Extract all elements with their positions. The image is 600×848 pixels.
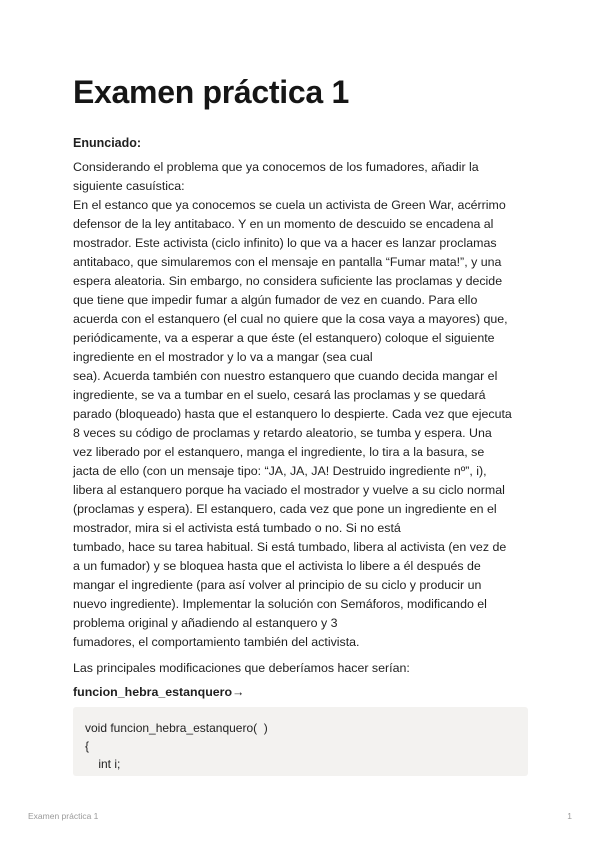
statement-line: periódicamente, va a esperar a que éste (el estanquero) coloque el siguiente — [73, 331, 495, 345]
statement-line: tumbado, hace su tarea habitual. Si está tumbado, libera al activista (en vez de — [73, 540, 507, 554]
page-number: 1 — [567, 811, 572, 821]
statement-line: espera aleatoria. Sin embargo, no considera suficiente las proclamas y decide — [73, 274, 503, 288]
page-title: Examen práctica 1 — [73, 74, 349, 110]
statement-line: 8 veces su código de proclamas y retardo aleatorio, se tumba y espera. Una — [73, 426, 492, 440]
statement-line: siguiente casuística: — [73, 179, 185, 193]
statement-line: ingrediente en el mostrador y lo va a mangar (sea cual — [73, 350, 373, 364]
statement-line: que tiene que impedir fumar a algún fumador de vez en cuando. Para ello — [73, 293, 478, 307]
statement-line: a un fumador) y se bloquea hasta que el activista lo libere a él después de — [73, 559, 481, 573]
statement-line: libera al estanquero porque ha vaciado el mostrador y vuelve a su ciclo normal — [73, 483, 505, 497]
statement-line: vez liberado por el estanquero, manga el ingrediente, lo tira a la basura, se — [73, 445, 485, 459]
statement-line: nuevo ingrediente). Implementar la solución con Semáforos, modificando el — [73, 597, 487, 611]
statement-line: (proclamas y espera). El estanquero, cada vez que pone un ingrediente en el — [73, 502, 497, 516]
function-heading: funcion_hebra_estanquero→ — [73, 685, 245, 699]
statement-line: mostrador. Este activista (ciclo infinito) lo que va a hacer es lanzar proclamas — [73, 236, 497, 250]
statement-paragraph — [73, 158, 543, 652]
statement-line: jacta de ello (con un mensaje tipo: “JA, JA, JA! Destruido ingrediente nº”, i), — [73, 464, 487, 478]
statement-line: mostrador, mira si el activista está tumbado o no. Si no está — [73, 521, 401, 535]
statement-line: antitabaco, que simularemos con el mensaje en pantalla “Fumar mata!”, y una — [73, 255, 502, 269]
statement-line: ingrediente, se va a tumbar en el suelo, cesará las proclamas y se quedará — [73, 388, 486, 402]
code-line: { — [85, 739, 90, 753]
statement-line: defensor de la ley antitabaco. Y en un momento de descuido se encadena al — [73, 217, 494, 231]
section-heading: Enunciado: — [73, 136, 142, 150]
code-block — [73, 707, 528, 776]
statement-line: Considerando el problema que ya conocemos de los fumadores, añadir la — [73, 160, 479, 174]
code-line: void funcion_hebra_estanquero( ) — [85, 721, 268, 735]
modifications-intro: Las principales modificaciones que deberíamos hacer serían: — [73, 661, 410, 675]
statement-line: mangar el ingrediente (para así volver al principio de su ciclo y producir un — [73, 578, 482, 592]
statement-line: En el estanco que ya conocemos se cuela un activista de Green War, acérrimo — [73, 198, 506, 212]
code-line: int i; — [85, 757, 121, 771]
statement-line: acuerda con el estanquero (el cual no quiere que la cosa vaya a mayores) que, — [73, 312, 508, 326]
statement-line: problema original y añadiendo al estanquero y 3 — [73, 616, 338, 630]
statement-line: fumadores, el comportamiento también del activista. — [73, 635, 360, 649]
statement-line: parado (bloqueado) hasta que el estanquero lo despierte. Cada vez que ejecuta — [73, 407, 512, 421]
statement-line: sea). Acuerda también con nuestro estanquero que cuando decida mangar el — [73, 369, 498, 383]
footer-document-title: Examen práctica 1 — [28, 811, 99, 821]
